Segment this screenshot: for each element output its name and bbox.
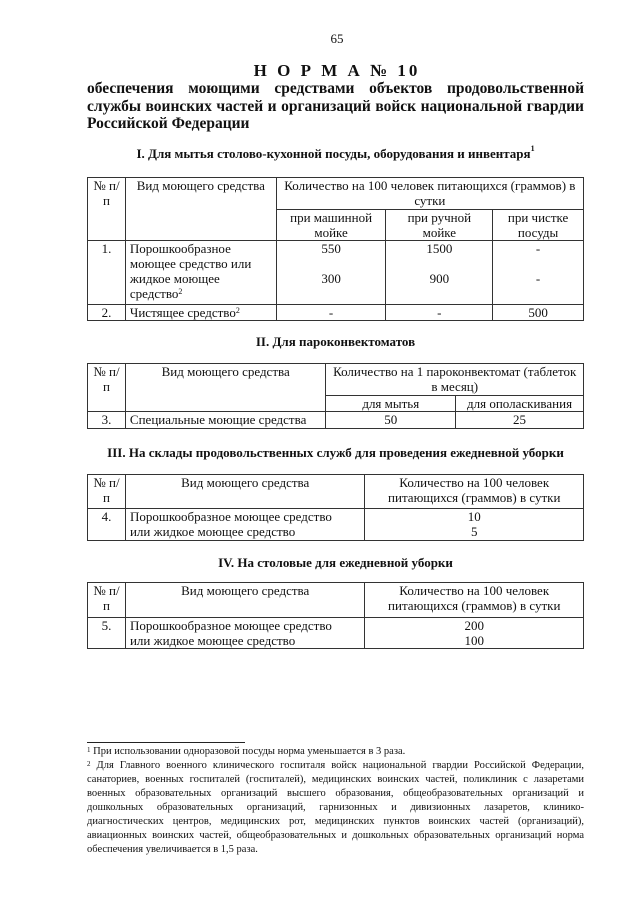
value-liquid: 900 <box>429 271 450 286</box>
footnote-ref: 1 <box>530 144 535 153</box>
header-num: № п/п <box>88 178 126 241</box>
row-value: 50 <box>326 412 456 429</box>
header-type: Вид моющего средства <box>125 475 365 509</box>
header-num: № п/п <box>88 583 126 618</box>
header-type: Вид моющего средства <box>125 178 276 241</box>
table-row <box>88 412 584 429</box>
norm-table-2 <box>87 363 584 429</box>
page-number: 65 <box>330 31 344 46</box>
value-powder: 10 <box>467 509 481 524</box>
row-value <box>493 241 584 305</box>
value-liquid: 300 <box>321 271 341 286</box>
table-row <box>88 618 584 649</box>
row-value: 25 <box>456 412 584 429</box>
footnote-text: Для Главного военного клинического госпиталя войск национальной гвардии Российской Федерации, санаториев, военных госпиталей (госпиталей), медицинских воинских частей, поликлиник с лазаретами военных образовательных организаций высшего образования, общеобразовательных организаций и дошкольных образовательных организаций, гарнизонных и дивизионных лазаретов, клинико-диагностических центров, медицинских рот, медицинских пунктов воинских частей (организаций), авиационных воинских частей, общеобразовательных и дошкольных образовательных организаций норма обеспечения увеличивается в 1,5 раза. <box>87 760 584 855</box>
row-value <box>276 241 386 305</box>
row-num: 4. <box>88 509 126 541</box>
row-type <box>125 305 276 321</box>
value-powder: - <box>535 241 541 256</box>
row-num: 1. <box>88 241 126 305</box>
footnote-mark: 1 <box>87 746 91 754</box>
value-liquid: 100 <box>464 633 484 648</box>
header-qty: Количество на 100 человек питающихся (граммов) в сутки <box>276 178 583 210</box>
footnote-mark: 2 <box>87 760 91 768</box>
row-value: 500 <box>493 305 584 321</box>
table-row <box>88 509 584 541</box>
value-powder: 1500 <box>426 241 453 256</box>
footnote-divider <box>87 742 245 743</box>
section-heading-3: III. На склады продовольственных служб для проведения ежедневной уборки <box>107 445 564 460</box>
footnote-text: При использовании одноразовой посуды норма уменьшается в 3 раза. <box>93 746 406 757</box>
row-type <box>125 509 365 541</box>
subtitle-line: обеспечения моющими средствами объектов продовольственной <box>87 80 584 97</box>
row-type-line: или жидкое моющее средство <box>129 524 296 539</box>
header-type: Вид моющего средства <box>125 583 365 618</box>
row-num: 2. <box>88 305 126 321</box>
row-type-line: или жидкое моющее средство <box>129 633 296 648</box>
row-value <box>365 509 584 541</box>
header-num: № п/п <box>88 475 126 509</box>
row-value: - <box>276 305 386 321</box>
subheader-rinsing: для ополаскивания <box>456 396 584 412</box>
norm-table-4 <box>87 582 584 649</box>
footnote-ref: 2 <box>235 306 240 315</box>
footnote-2 <box>87 759 584 857</box>
row-type-line: Порошкообразное моющее средство <box>129 618 332 633</box>
row-num: 3. <box>88 412 126 429</box>
norm-table-3 <box>87 474 584 541</box>
value-liquid: - <box>535 271 541 286</box>
value-powder: 200 <box>464 618 484 633</box>
footnote-1 <box>87 745 584 759</box>
document-subtitle <box>87 80 584 133</box>
section-heading-2: II. Для пароконвектоматов <box>255 334 416 349</box>
section-heading-text: I. Для мытья столово-кухонной посуды, оборудования и инвентаря <box>136 146 531 161</box>
subheader-machine-wash: при машинной мойке <box>276 210 386 241</box>
row-type-line: Порошкообразное моющее средство <box>129 509 332 524</box>
row-value <box>365 618 584 649</box>
header-type: Вид моющего средства <box>125 364 326 412</box>
value-liquid: 5 <box>470 524 478 539</box>
subtitle-line: службы воинских частей и организаций войск национальной гвардии <box>87 97 584 115</box>
subheader-dish-cleaning: при чистке посуды <box>493 210 584 241</box>
header-qty: Количество на 100 человек питающихся (граммов) в сутки <box>365 475 584 509</box>
norm-table-1 <box>87 177 584 321</box>
section-heading-1 <box>87 146 584 162</box>
table-row <box>88 241 584 305</box>
header-num: № п/п <box>88 364 126 412</box>
table-row <box>88 305 584 321</box>
value-powder: 550 <box>321 241 341 256</box>
footnotes <box>87 745 584 857</box>
norm-title: Н О Р М А № 10 <box>253 61 421 80</box>
header-qty: Количество на 100 человек питающихся (граммов) в сутки <box>365 583 584 618</box>
row-type-text: Порошкообразное моющее средство или жидкое моющее средство <box>129 241 252 301</box>
row-value: - <box>386 305 493 321</box>
row-type <box>125 618 365 649</box>
footnote-ref: 2 <box>178 287 183 296</box>
row-type <box>125 241 276 305</box>
subheader-hand-wash: при ручной мойке <box>386 210 493 241</box>
header-qty: Количество на 1 пароконвектомат (таблеток в месяц) <box>326 364 584 396</box>
section-heading-4: IV. На столовые для ежедневной уборки <box>218 555 453 570</box>
row-num: 5. <box>88 618 126 649</box>
row-type: Специальные моющие средства <box>125 412 326 429</box>
row-value <box>386 241 493 305</box>
row-type-text: Чистящее средство <box>129 305 236 320</box>
subtitle-line: Российской Федерации <box>87 115 250 132</box>
subheader-washing: для мытья <box>326 396 456 412</box>
